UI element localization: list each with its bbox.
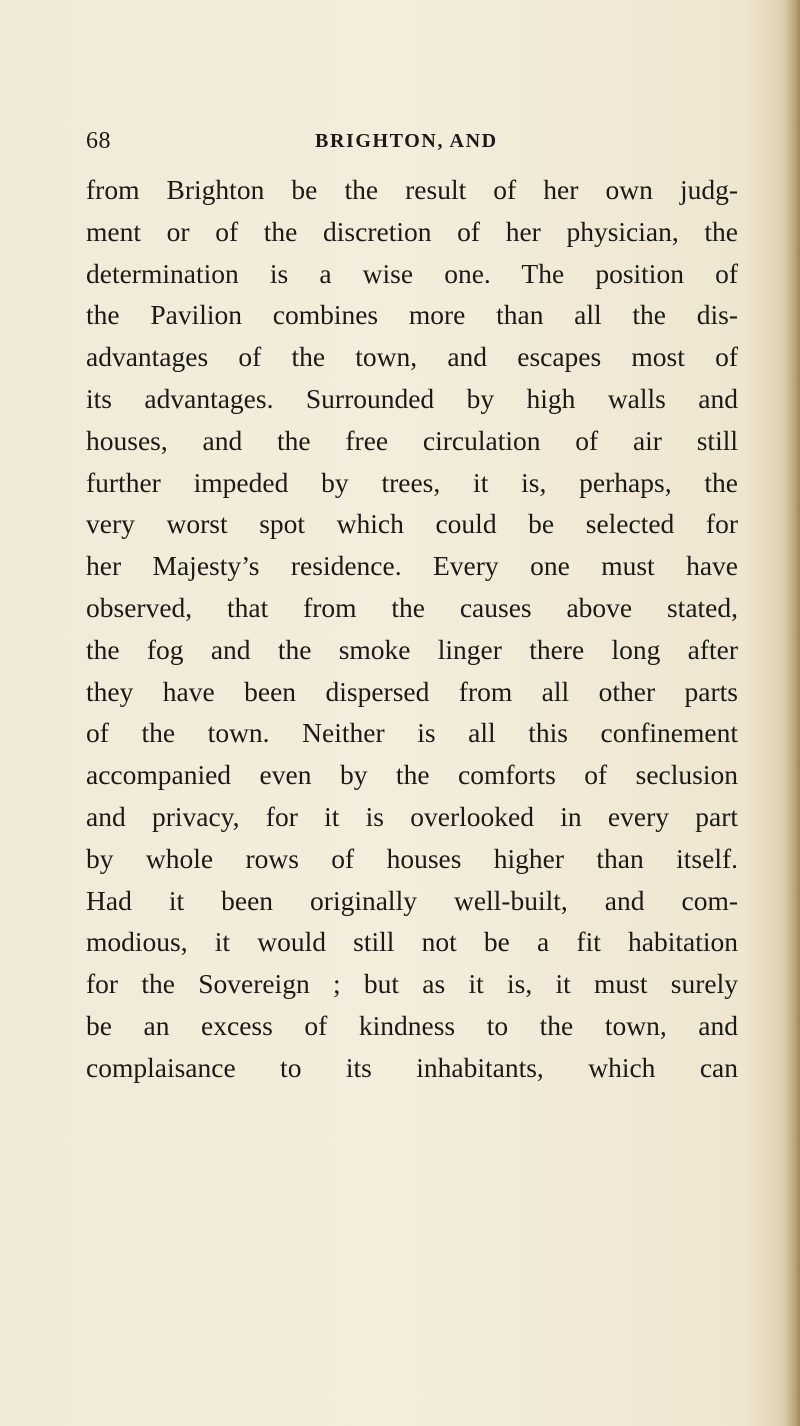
text-line: be an excess of kindness to the town, and [86,1009,738,1041]
text-line: the fog and the smoke linger there long after [86,633,738,665]
text-line: of the town. Neither is all this confinement [86,717,738,749]
text-line: advantages of the town, and escapes most of [86,341,738,373]
running-head [86,128,738,162]
text-line: determination is a wise one. The position of [86,257,738,289]
text-line: observed, that from the causes above stated, [86,591,738,623]
text-line: ment or of the discretion of her physician, the [86,215,738,247]
text-line: Had it been originally well-built, and com- [86,884,738,916]
body-text [86,169,738,1089]
text-line: accompanied even by the comforts of seclusion [86,759,738,791]
text-line: further impeded by trees, it is, perhaps, the [86,466,738,498]
text-line: very worst spot which could be selected for [86,508,738,540]
text-line: complaisance to its inhabitants, which can [86,1051,738,1083]
text-line: and privacy, for it is overlooked in every part [86,800,738,832]
text-line: houses, and the free circulation of air still [86,424,738,456]
running-title: BRIGHTON, AND [315,130,498,152]
text-line: modious, it would still not be a fit habitation [86,926,738,958]
text-line: they have been dispersed from all other parts [86,675,738,707]
page-edge [786,0,800,1426]
text-line: the Pavilion combines more than all the dis- [86,299,738,331]
text-line: by whole rows of houses higher than itself. [86,842,738,874]
text-line: her Majesty’s residence. Every one must have [86,550,738,582]
text-line: its advantages. Surrounded by high walls and [86,382,738,414]
page-number: 68 [86,128,111,154]
text-line: from Brighton be the result of her own judg- [86,174,738,205]
text-line: for the Sovereign ; but as it is, it must surely [86,968,738,1000]
